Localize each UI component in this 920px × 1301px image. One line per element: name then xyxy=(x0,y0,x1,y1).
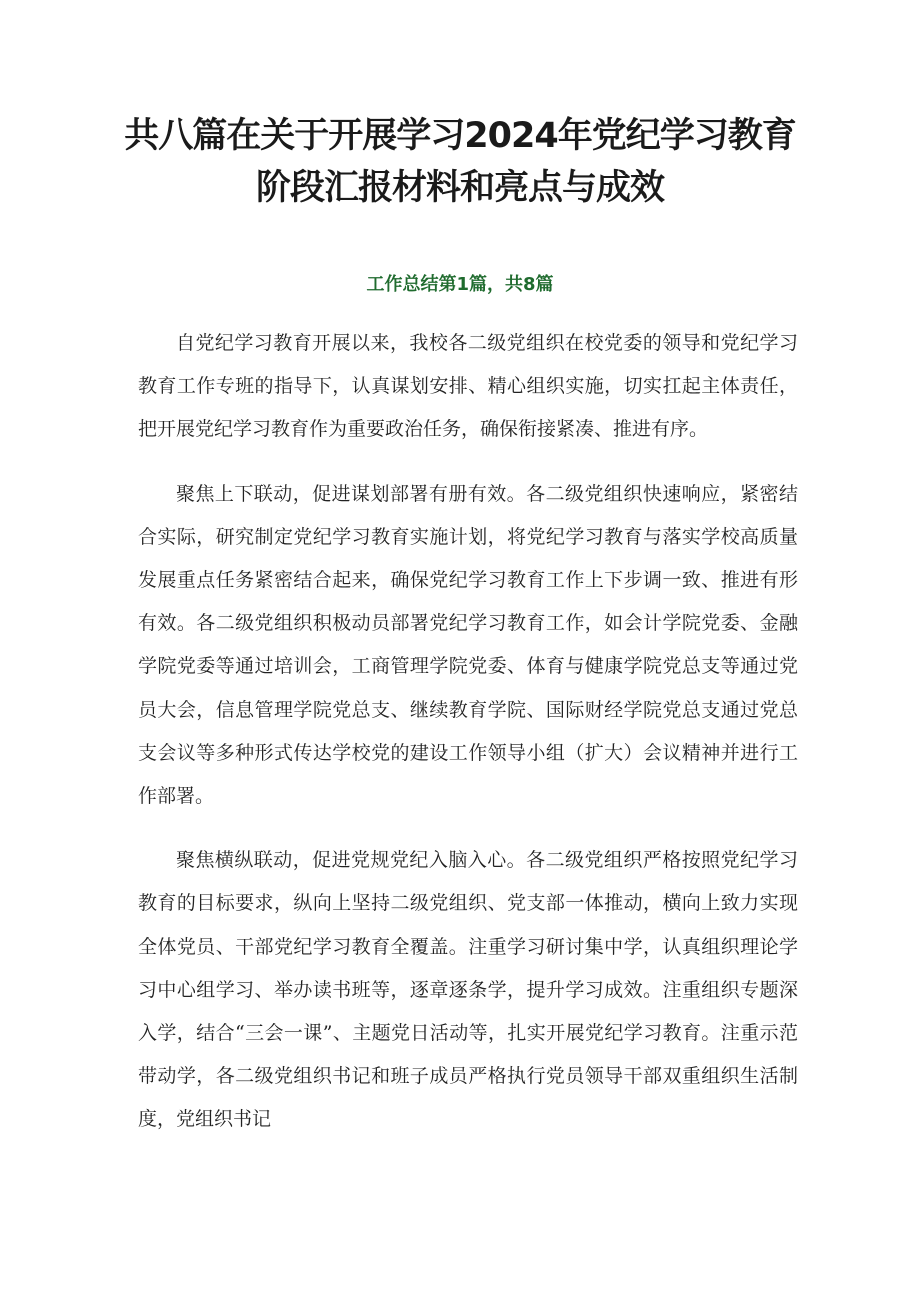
body-paragraph: 自党纪学习教育开展以来，我校各二级党组织在校党委的领导和党纪学习教育工作专班的指导下，认真谋划安排、精心组织实施，切实扛起主体责任，把开展党纪学习教育作为重要政治任务，确保衔接紧凑、推进有序。 xyxy=(138,332,798,441)
document-body xyxy=(138,322,798,1163)
body-paragraph: 聚焦横纵联动，促进党规党纪入脑入心。各二级党组织严格按照党纪学习教育的目标要求，纵向上坚持二级党组织、党支部一体推动，横向上致力实现全体党员、干部党纪学习教育全覆盖。注重学习研讨集中学，认真组织理论学习中心组学习、举办读书班等，逐章逐条学，提升学习成效。注重组织专题深入学，结合“三会一课”、主题党日活动等，扎实开展党纪学习教育。注重示范带动学，各二级党组织书记和班子成员严格执行党员领导干部双重组织生活制度，党组织书记 xyxy=(138,849,798,1131)
document-title: 共八篇在关于开展学习2024年党纪学习教育阶段汇报材料和亮点与成效 xyxy=(124,116,796,208)
body-paragraph: 聚焦上下联动，促进谋划部署有册有效。各二级党组织快速响应，紧密结合实际，研究制定党纪学习教育实施计划，将党纪学习教育与落实学校高质量发展重点任务紧密结合起来，确保党纪学习教育工作上下步调一致、推进有形有效。各二级党组织积极动员部署党纪学习教育工作，如会计学院党委、金融学院党委等通过培训会，工商管理学院党委、体育与健康学院党总支等通过党员大会，信息管理学院党总支、继续教育学院、国际财经学院党总支通过党总支会议等多种形式传达学校党的建设工作领导小组（扩大）会议精神并进行工作部署。 xyxy=(138,482,798,808)
document-subtitle: 工作总结第1篇，共8篇 xyxy=(366,274,554,295)
